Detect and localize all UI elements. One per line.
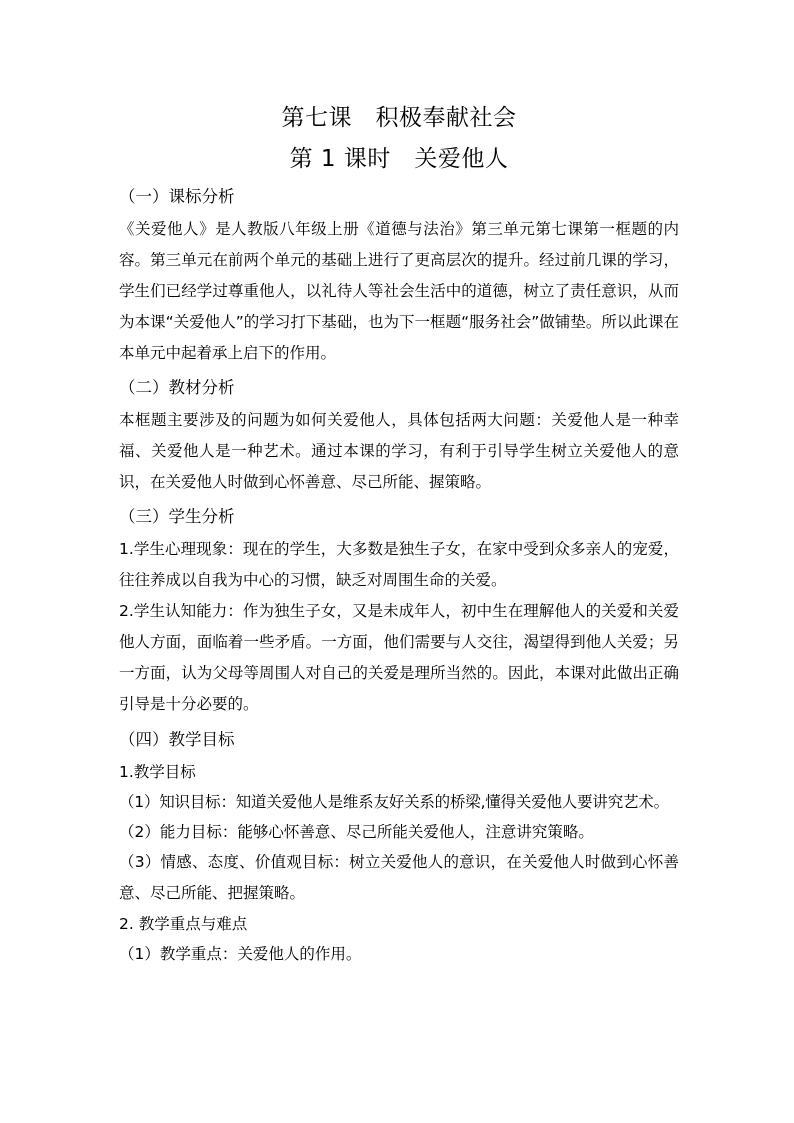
document-content [119,98,679,969]
paragraph: 2.学生认知能力：作为独生子女，又是未成年人，初中生在理解他人的关爱和关爱他人方面，面临着一些矛盾。一方面，他们需要与人交往，渴望得到他人关爱；另一方面，认为父母等周围人对自己的关爱是理所当然的。因此，本课对此做出正确引导是十分必要的。 [119,602,679,713]
section-heading: （二）教材分析 [119,378,235,397]
list-line: （2）能力目标：能够心怀善意、尽己所能关爱他人，注意讲究策略。 [119,823,594,841]
lesson-title: 第七课 积极奉献社会 [281,105,517,131]
list-line: 2. 教学重点与难点 [119,915,248,933]
paragraph: 1.学生心理现象：现在的学生，大多数是独生子女，在家中受到众多亲人的宠爱，往往养成以自我为中心的习惯，缺乏对周围生命的关爱。 [119,540,679,589]
section-textbook-analysis [119,377,679,498]
list-line: （3）情感、态度、价值观目标：树立关爱他人的意识，在关爱他人时做到心怀善意、尽己所能、把握策略。 [119,853,679,902]
section-student-analysis [119,506,679,720]
list-line: 1.教学目标 [119,763,196,781]
section-heading: （三）学生分析 [119,507,235,526]
lesson-subtitle: 第 1 课时 关爱他人 [289,146,509,172]
list-line: （1）知识目标：知道关爱他人是维系友好关系的桥梁,懂得关爱他人要讲究艺术。 [119,793,669,811]
paragraph: 《关爱他人》是人教版八年级上册《道德与法治》第三单元第七课第一框题的内容。第三单元在前两个单元的基础上进行了更高层次的提升。经过前几课的学习，学生们已经学过尊重他人，以礼待人等社会生活中的道德，树立了责任意识，从而为本课“关爱他人”的学习打下基础，也为下一框题“服务社会”做铺垫。所以此课在本单元中起着承上启下的作用。 [119,220,679,362]
paragraph: 本框题主要涉及的问题为如何关爱他人，具体包括两大问题：关爱他人是一种幸福、关爱他人是一种艺术。通过本课的学习，有利于引导学生树立关爱他人的意识，在关爱他人时做到心怀善意、尽己所能、握策略。 [119,411,679,491]
section-teaching-goals [119,729,679,969]
section-curriculum-analysis [119,186,679,369]
section-heading: （一）课标分析 [119,187,235,206]
list-line: （1）教学重点：关爱他人的作用。 [119,945,362,963]
section-heading: （四）教学目标 [119,730,235,749]
